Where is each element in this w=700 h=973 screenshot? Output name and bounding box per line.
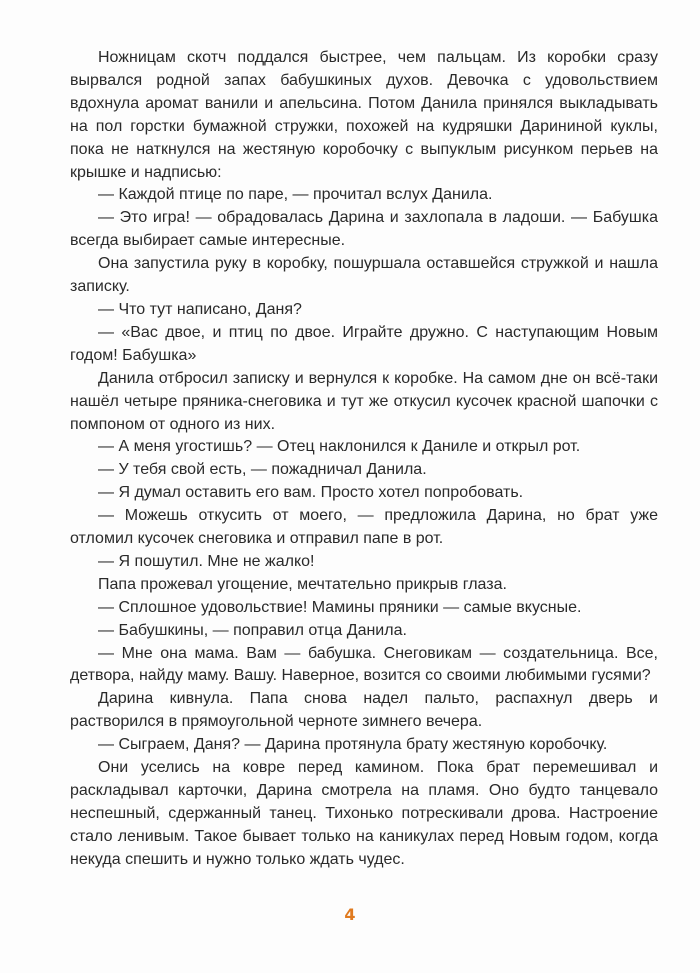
paragraph: — «Вас двое, и птиц по двое. Играйте дружно. С наступающим Новым годом! Бабушка» <box>70 323 658 364</box>
paragraph: Они уселись на ковре перед камином. Пока брат перемешивал и раскладывал карточки, Дарина смотрела на пламя. Оно будто танцевало неспешный, сдержанный танец. Тихонько потрескивали дрова. Настроение стало ленивым. Такое бывает только на каникулах перед Новым годом, когда некуда спешить и нужно только ждать чудес. <box>70 759 658 868</box>
paragraph: Ножницам скотч поддался быстрее, чем пальцам. Из коробки сразу вырвался родной запах бабушкиных духов. Девочка с удовольствием вдохнула аромат ванили и апельсина. Потом Данила принялся выкладывать на пол горстки бумажной стружки, похожей на кудряшки Дарининой куклы, пока не наткнулся на жестяную коробочку с выпуклым рисунком перьев на крышке и надписью: <box>70 49 658 181</box>
paragraph: — Сыграем, Даня? — Дарина протянула брату жестяную коробочку. <box>98 736 608 754</box>
page-number: 4 <box>344 905 356 924</box>
paragraph: — Мне она мама. Вам — бабушка. Снеговикам — создательница. Все, детвора, найду маму. Вашу. Наверное, возится со своими любимыми гусями? <box>70 644 658 685</box>
paragraph: — Сплошное удовольствие! Мамины пряники — самые вкусные. <box>98 598 582 616</box>
paragraph: — Каждой птице по паре, — прочитал вслух Данила. <box>98 186 493 204</box>
story-text <box>70 47 658 872</box>
paragraph: — А меня угостишь? — Отец наклонился к Даниле и открыл рот. <box>98 438 581 456</box>
paragraph: — Бабушкины, — поправил отца Данила. <box>98 621 407 639</box>
paragraph: Данила отбросил записку и вернулся к коробке. На самом дне он всё-таки нашёл четыре пряника-снеговика и тут же откусил кусочек красной шапочки с помпоном от одного из них. <box>70 369 658 433</box>
paragraph: — Что тут написано, Даня? <box>98 300 302 318</box>
paragraph: Дарина кивнула. Папа снова надел пальто, распахнул дверь и растворился в прямоугольной черноте зимнего вечера. <box>70 690 658 731</box>
paragraph: — Я думал оставить его вам. Просто хотел попробовать. <box>98 484 524 502</box>
paragraph: — У тебя свой есть, — пожадничал Данила. <box>98 461 427 479</box>
paragraph: Папа прожевал угощение, мечтательно прикрыв глаза. <box>98 575 507 593</box>
paragraph: Она запустила руку в коробку, пошуршала оставшейся стружкой и нашла записку. <box>70 255 658 296</box>
paragraph: — Можешь откусить от моего, — предложила Дарина, но брат уже отломил кусочек снеговика и отправил папе в рот. <box>70 507 658 548</box>
paragraph: — Я пошутил. Мне не жалко! <box>98 552 315 570</box>
paragraph: — Это игра! — обрадовалась Дарина и захлопала в ладоши. — Бабушка всегда выбирает самые интересные. <box>70 209 658 250</box>
